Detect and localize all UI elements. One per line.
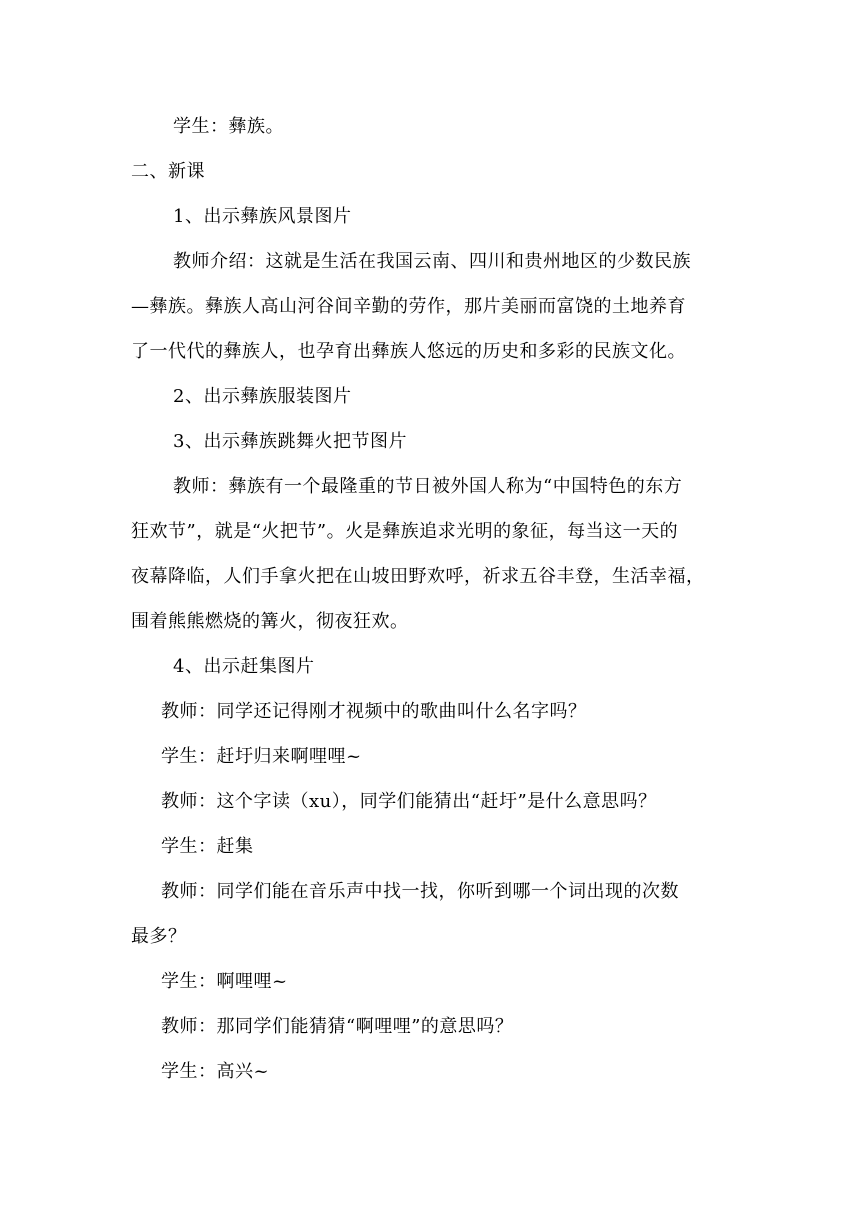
dialogue-student-4: 学生：高兴~ [161, 1061, 270, 1082]
section-heading-new-lesson: 二、新课 [131, 161, 205, 182]
dialogue-student-3: 学生：啊哩哩~ [161, 971, 288, 992]
item-2-heading: 2、出示彝族服装图片 [173, 386, 352, 407]
dialogue-teacher-1: 教师：同学还记得刚才视频中的歌曲叫什么名字吗？ [161, 701, 587, 722]
dialogue-student-2: 学生：赶集 [161, 836, 254, 857]
item-1-heading: 1、出示彝族风景图片 [173, 206, 352, 227]
teacher-torch-line-1: 教师：彝族有一个最隆重的节日被外国人称为“中国特色的东方 [173, 476, 683, 497]
teacher-torch-line-3: 夜幕降临，人们手拿火把在山坡田野欢呼，祈求五谷丰登，生活幸福， [131, 566, 705, 587]
student-answer-yi: 学生：彝族。 [173, 116, 284, 137]
dialogue-teacher-3-line-2: 最多？ [131, 926, 187, 947]
teacher-intro-line-3: 了一代代的彝族人，也孕育出彝族人悠远的历史和多彩的民族文化。 [131, 341, 686, 362]
dialogue-teacher-4: 教师：那同学们能猜猜“啊哩哩”的意思吗？ [161, 1016, 514, 1037]
teacher-intro-line-1: 教师介绍：这就是生活在我国云南、四川和贵州地区的少数民族 [173, 251, 691, 272]
dialogue-student-1: 学生：赶圩归来啊哩哩~ [161, 746, 362, 767]
dialogue-teacher-3-line-1: 教师：同学们能在音乐声中找一找，你听到哪一个词出现的次数 [161, 881, 679, 902]
teacher-intro-line-2: —彝族。彝族人高山河谷间辛勤的劳作，那片美丽而富饶的土地养育 [131, 296, 686, 317]
teacher-torch-line-4: 围着熊熊燃烧的篝火，彻夜狂欢。 [131, 611, 409, 632]
item-3-heading: 3、出示彝族跳舞火把节图片 [173, 431, 407, 452]
dialogue-teacher-2: 教师：这个字读（xu），同学们能猜出“赶圩”是什么意思吗？ [161, 791, 657, 812]
teacher-torch-line-2: 狂欢节”，就是“火把节”。火是彝族追求光明的象征，每当这一天的 [131, 521, 679, 542]
item-4-heading: 4、出示赶集图片 [173, 656, 315, 677]
